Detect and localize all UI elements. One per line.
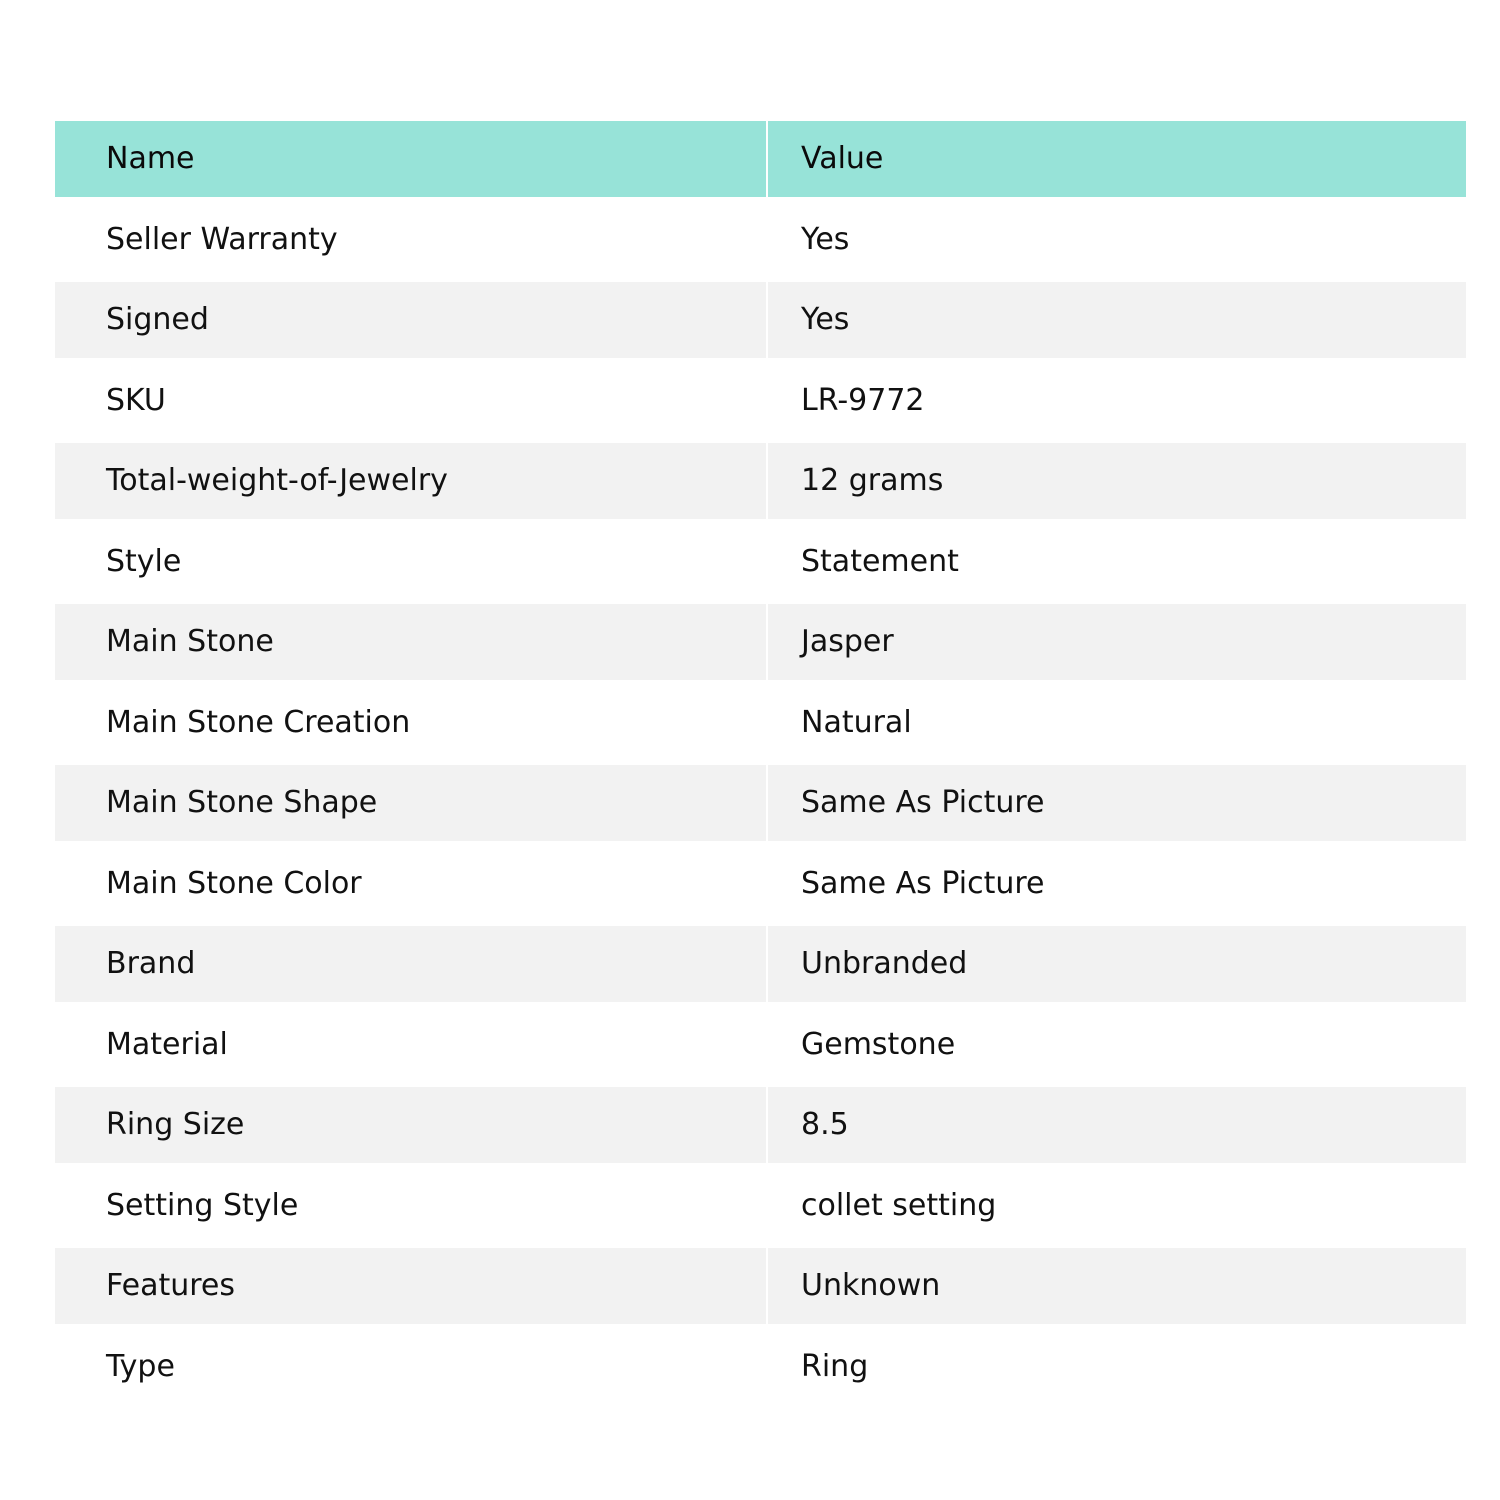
table-row (55, 1163, 1466, 1248)
row-value: Yes (766, 197, 1466, 282)
row-name: Style (55, 519, 766, 604)
row-name: Main Stone Color (55, 841, 766, 926)
row-name: Brand (55, 926, 766, 1002)
table-row (55, 197, 1466, 282)
row-value: Jasper (766, 604, 1466, 680)
row-name: Type (55, 1324, 766, 1409)
row-value: Gemstone (766, 1002, 1466, 1087)
table-header (55, 121, 1466, 197)
row-name: Setting Style (55, 1163, 766, 1248)
row-name: Signed (55, 282, 766, 358)
row-value: Same As Picture (766, 841, 1466, 926)
row-value: Unknown (766, 1248, 1466, 1324)
header-value: Value (766, 121, 1466, 197)
table-row (55, 1087, 1466, 1163)
row-name: Main Stone (55, 604, 766, 680)
table-row (55, 443, 1466, 519)
spec-table (55, 121, 1466, 1409)
table-row (55, 282, 1466, 358)
header-name: Name (55, 121, 766, 197)
table-row (55, 1324, 1466, 1409)
row-value: LR-9772 (766, 358, 1466, 443)
table-body (55, 197, 1466, 1409)
table-row (55, 765, 1466, 841)
table-row (55, 926, 1466, 1002)
table-row (55, 680, 1466, 765)
row-name: Total-weight-of-Jewelry (55, 443, 766, 519)
row-value: collet setting (766, 1163, 1466, 1248)
row-value: Unbranded (766, 926, 1466, 1002)
row-value: Yes (766, 282, 1466, 358)
table-row (55, 358, 1466, 443)
row-name: Ring Size (55, 1087, 766, 1163)
row-value: 12 grams (766, 443, 1466, 519)
row-name: SKU (55, 358, 766, 443)
row-value: 8.5 (766, 1087, 1466, 1163)
row-name: Features (55, 1248, 766, 1324)
row-name: Main Stone Shape (55, 765, 766, 841)
header-row (55, 121, 1466, 197)
row-value: Statement (766, 519, 1466, 604)
row-value: Natural (766, 680, 1466, 765)
row-name: Main Stone Creation (55, 680, 766, 765)
table-row (55, 519, 1466, 604)
row-name: Seller Warranty (55, 197, 766, 282)
table-row (55, 1002, 1466, 1087)
table-row (55, 1248, 1466, 1324)
table-row (55, 604, 1466, 680)
table-row (55, 841, 1466, 926)
row-name: Material (55, 1002, 766, 1087)
row-value: Same As Picture (766, 765, 1466, 841)
row-value: Ring (766, 1324, 1466, 1409)
